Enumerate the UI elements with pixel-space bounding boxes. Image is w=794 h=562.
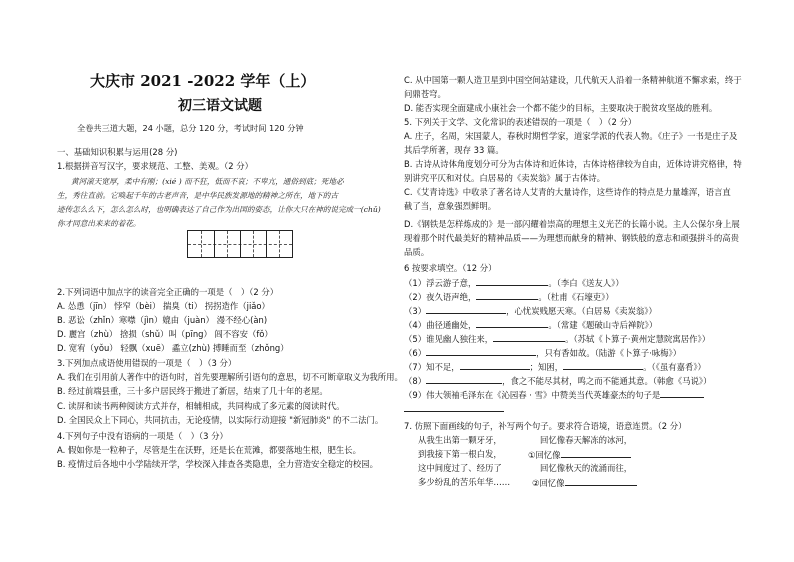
item-post: ，只有香如故。（陆游《卜算子·咏梅》） — [536, 348, 682, 358]
answer-blank[interactable] — [426, 374, 502, 384]
fill-item — [404, 374, 711, 387]
q2-option: A. 怂恿（jīn） 悖窄（bèi） 揣臭（ti） 拐拐造作（jiǎo） — [57, 301, 270, 311]
q7-right: 回忆像春天解冻的冰河， — [540, 435, 633, 445]
answer-blank[interactable] — [476, 276, 548, 286]
item-post: 。（《虽有嘉肴》） — [643, 362, 706, 372]
text-line: C. 从中国第一颗人造卫星到中国空间站建设，几代航天人沿着一条精神航道不懈求索，终于 — [404, 75, 742, 85]
q3-option: B. 经过前端县重，三十多户居民终于搬进了新居，结束了几十年的老屋。 — [57, 386, 328, 396]
text-line: C.《艾青诗选》中收录了著名诗人艾青的大量诗作，这些诗作的特点是力量雄浑，语言直 — [404, 187, 731, 197]
q7-left: 这中间度过了、经历了 — [418, 463, 502, 473]
item-number: （3） — [404, 306, 427, 316]
answer-blank[interactable] — [460, 360, 530, 370]
answer-blank[interactable] — [563, 360, 643, 370]
answer-blank[interactable] — [660, 388, 704, 398]
text-line: 其后学所著，现存 33 篇。 — [404, 145, 504, 155]
fill-item — [404, 360, 706, 373]
q2-option: D. 宽宥（yǒu） 轻飘（xuē） 蟊立(zhù) 搏睡而至（zhǒng） — [57, 343, 289, 353]
q7-left: 多少纷乱的苦乐年华…… — [418, 477, 511, 487]
q2-option: B. 恶讼（zhǐn）寒噤（jìn）媲由（juàn） 漫不经心(àn) — [57, 315, 268, 325]
fill-item — [404, 290, 614, 303]
passage-line: 生，秀往直前。它唤起千年的古老声音，是中华民族发源地的精神之所在，地下的古 — [57, 191, 338, 200]
fill-item — [404, 332, 710, 345]
answer-blank[interactable] — [426, 346, 536, 356]
grid-dash — [279, 231, 280, 257]
fill-item — [404, 304, 657, 317]
question-4: 4.下列句子中没有语病的一项是（ ）（3 分） — [57, 431, 228, 441]
question-7: 7. 仿照下面画线的句子，补写两个句子。要求符合语境，语意连贯。（2 分） — [404, 421, 687, 431]
q3-option: C. 读屏和读书两种阅读方式并存，相辅相成，共同构成了多元素的阅读时代。 — [57, 401, 345, 411]
text-line: A. 庄子，名周，宋国蒙人，春秋时期哲学家，道家学派的代表人物。《庄子》一书是庄子及 — [404, 131, 738, 141]
passage-line: 黄河滚天宽厚，柔中有刚；(xié ) 而不狂，低而不哀；不卑亢，通俗到底；死地必 — [71, 177, 344, 186]
fill-item — [404, 276, 624, 289]
question-3: 3.下列加点成语使用错误的一项是（ ）（3 分） — [57, 358, 237, 368]
grid-cell-divider — [214, 231, 215, 257]
fill-item — [404, 318, 657, 331]
item-pre: 谁见幽人独往来， — [426, 334, 494, 344]
text-line: 现着那个时代最美好的精神品质——为理想而献身的精神、钢铁般的意志和顽强拼斗的高贵 — [404, 233, 739, 243]
answer-blank[interactable] — [561, 448, 631, 458]
item-pre: 浮云游子意， — [426, 278, 477, 288]
q7-right — [532, 476, 637, 489]
text-line: 截了当，意象强烈鲜明。 — [404, 201, 497, 211]
section-heading: 一、基础知识积累与运用(28 分) — [57, 147, 178, 157]
item-post: ；知困， — [529, 362, 564, 372]
q3-option: D. 全国民众上下同心，共同抗击，无论疫情，以实际行动迎接 "新冠肺炎" 的不二法门。 — [57, 415, 384, 425]
q7-right — [528, 448, 631, 461]
grid-cell-divider — [240, 231, 241, 257]
question-1: 1.根据拼音写汉字，要求规范、工整、美观。（2 分） — [57, 161, 254, 171]
q7-left: 从我生出第一颗牙牙， — [418, 435, 502, 445]
item-post: 。（苏轼《卜算子·黄州定慧院寓居作》） — [565, 334, 711, 344]
text-line: B. 古诗从诗体角度划分可分为古体诗和近体诗，古体诗格律较为自由，近体诗讲究格律，特 — [404, 159, 742, 169]
passage-line: 你才同意出来来的着花。 — [57, 219, 141, 228]
item-post: 。（杜甫《石壕吏》） — [538, 292, 614, 302]
item-pre: 曲径通幽处， — [426, 320, 477, 330]
fill-item — [404, 346, 681, 359]
item-post: ，食之不能尽其材，鸣之而不能通其意。（韩愈《马说》） — [502, 376, 712, 386]
answer-blank[interactable] — [476, 318, 548, 328]
item-post: 。（常建《题破山寺后禅院》） — [548, 320, 658, 330]
text-line: D.《钢铁是怎样炼成的》是一部闪耀着崇高的理想主义光芒的长篇小说。主人公保尔身上展 — [404, 219, 740, 229]
q7-right: 回忆像秋天的流涌而往， — [540, 463, 633, 473]
text-line: 别讲究平仄和对仗。白居易的《卖炭翁》属于古体诗。 — [404, 173, 605, 183]
answer-blank[interactable] — [565, 476, 637, 486]
grid-dash — [253, 231, 254, 257]
q7-left: 到我接下第一根白发， — [418, 449, 502, 459]
item-number: （5） — [404, 334, 427, 344]
item-number: （6） — [404, 348, 427, 358]
fill-item — [404, 388, 704, 401]
question-5: 5. 下列关于文学、文化常识的表述错误的一项是（ ）（2 分） — [404, 117, 637, 127]
item-number: （1） — [404, 278, 427, 288]
text-line: D. 能否实现全面建成小康社会一个都不能少的目标，主要取决于脱贫攻坚战的胜利。 — [404, 103, 718, 113]
item-post: ，心忧炭贱愿天寒。（白居易《卖炭翁》） — [506, 306, 657, 316]
question-6: 6 按要求填空。（12 分） — [404, 263, 497, 273]
grid-dash — [201, 231, 202, 257]
item-pre: 伟大领袖毛泽东在《沁园春 · 雪》中赞美当代英雄豪杰的句子是 — [426, 390, 661, 400]
grid-dash — [227, 231, 228, 257]
text-line: 品质。 — [404, 247, 430, 257]
q2-option: D. 麗宫（zhù） 捨损（shǔ）叫（pīng） 闾不容安（fǒ） — [57, 329, 273, 339]
exam-info: 全卷共三道大题，24 小题，总分 120 分，考试时间 120 分钟 — [77, 123, 304, 133]
item-pre: 知不足， — [426, 362, 460, 372]
q3-option: A. 我们在引用前人著作中的语句时，首先要理解所引语句的意思，切不可断章取义为我所用。 — [57, 372, 403, 382]
fill-item-continuation — [404, 402, 504, 415]
grid-cell-divider — [266, 231, 267, 257]
question-2: 2.下列词语中加点字的读音完全正确的一项是（ ）（2 分） — [57, 287, 279, 297]
exam-title: 大庆市 2021 -2022 学年（上） — [90, 72, 316, 90]
item-number: （9） — [404, 390, 427, 400]
exam-subtitle: 初三语文试题 — [178, 98, 262, 114]
item-number: （4） — [404, 320, 427, 330]
item-post: 。（李白《送友人》） — [548, 278, 624, 288]
q7-prompt: ②回忆像 — [532, 478, 565, 488]
answer-blank[interactable] — [476, 290, 538, 300]
answer-blank[interactable] — [493, 332, 565, 342]
item-number: （8） — [404, 376, 427, 386]
passage-line: 迹传怎么么下，怎么怎么时，也明确表达了自己作为出国的姿态，让你大只在神的说完成一(chǔ) — [57, 205, 381, 214]
writing-grid[interactable] — [187, 230, 293, 258]
item-number: （7） — [404, 362, 427, 372]
q7-prompt: ①回忆像 — [528, 450, 561, 460]
q4-option: B. 疫情过后各地中小学陆续开学，学校深入排查各类隐患，全力营造安全稳定的校园。 — [57, 459, 378, 469]
answer-blank[interactable] — [426, 304, 506, 314]
item-number: （2） — [404, 292, 427, 302]
text-line: 问鼎苍穹。 — [404, 89, 446, 99]
q4-option: A. 假如你是一粒种子，尽管是生在沃野，还是长在荒滩，都要落地生根，肥生长。 — [57, 445, 362, 455]
item-pre: 夜久语声绝， — [426, 292, 477, 302]
answer-blank[interactable] — [404, 402, 504, 412]
